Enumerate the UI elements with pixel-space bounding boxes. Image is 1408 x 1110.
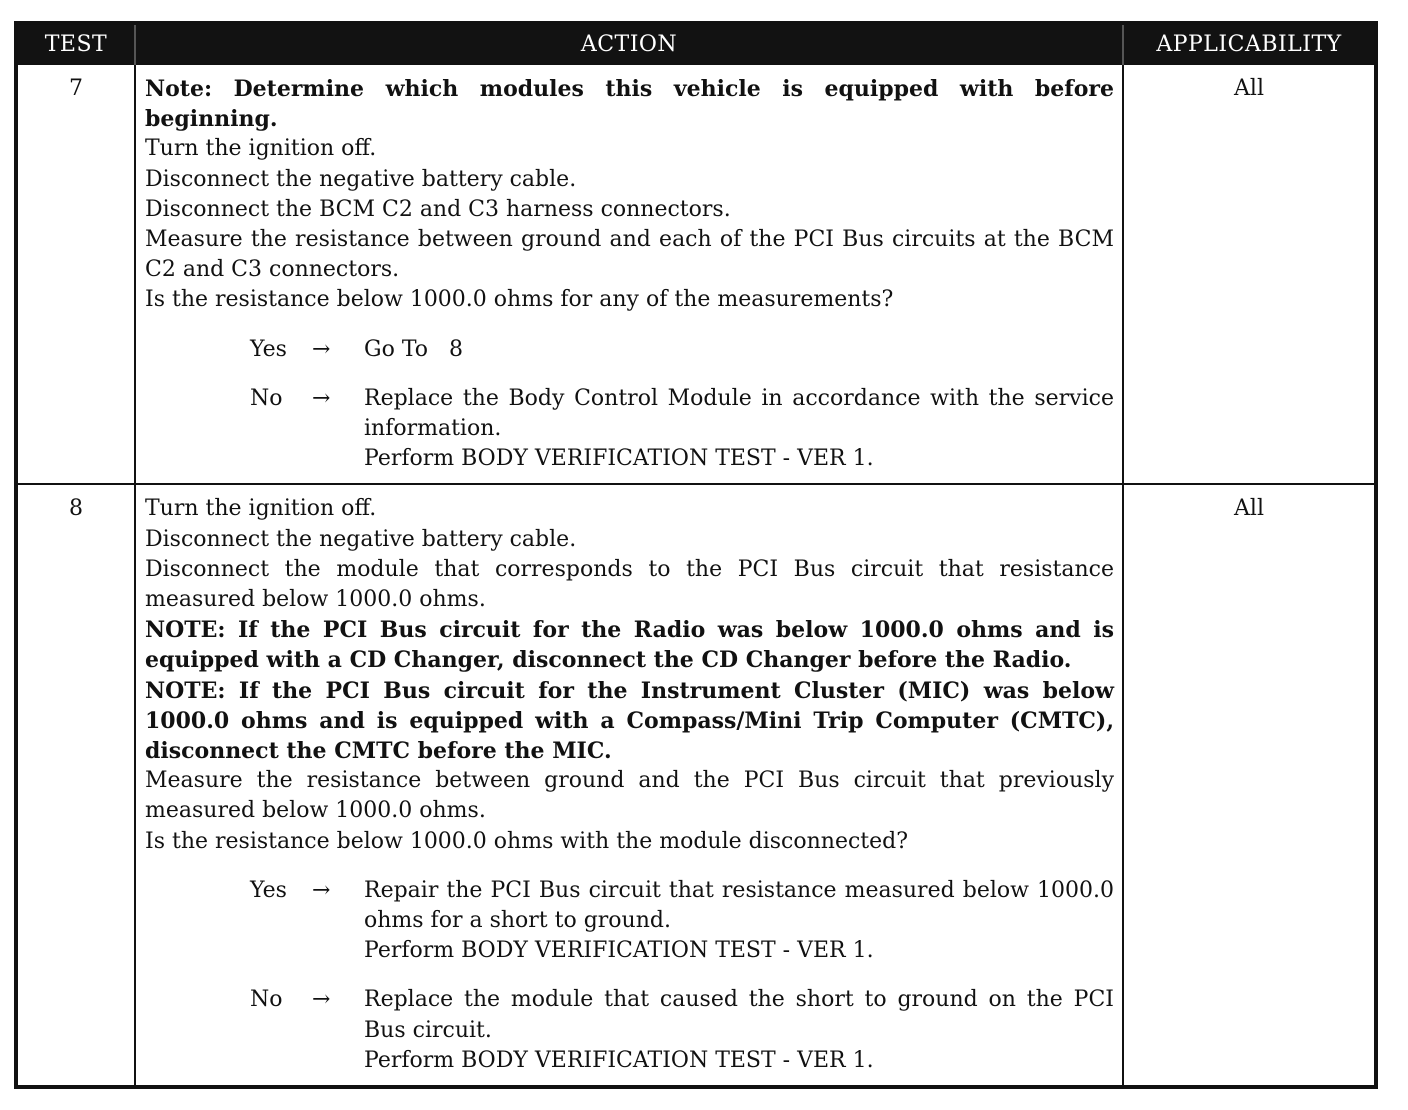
step-text: Disconnect the negative battery cable.	[145, 526, 577, 552]
applicability-value: All	[1123, 484, 1376, 1087]
answer-list	[145, 335, 1114, 475]
action-cell	[135, 484, 1123, 1087]
step-text: Turn the ignition off.	[145, 496, 377, 522]
header-applicability: APPLICABILITY	[1123, 23, 1376, 64]
result-line: Perform BODY VERIFICATION TEST - VER 1.	[364, 446, 874, 472]
step-text: Measure the resistance between ground and the PCI Bus circuit that previously measured below 1000.0 ohms.	[145, 768, 1114, 824]
table-row-test-8	[16, 484, 1376, 1087]
no-result	[302, 384, 1114, 475]
step-text: Disconnect the module that corresponds to the PCI Bus circuit that resistance measured below 1000.0 ohms.	[145, 556, 1114, 613]
right-arrow-icon: →	[312, 336, 331, 362]
right-arrow-icon: →	[312, 877, 331, 903]
yes-label: Yes	[250, 336, 287, 362]
diagnostic-table-sheet	[14, 21, 1374, 1089]
step-text: Turn the ignition off.	[145, 136, 377, 162]
yes-result	[302, 335, 1114, 365]
yes-label: Yes	[250, 877, 287, 903]
note-text: Note: Determine which modules this vehicle is equipped with before beginning.	[145, 76, 1114, 133]
right-arrow-icon: →	[312, 385, 331, 411]
result-line: Replace the module that caused the short to ground on the PCI Bus circuit.	[364, 987, 1114, 1043]
header-action: ACTION	[135, 23, 1123, 64]
action-cell	[135, 64, 1123, 484]
diagnostic-test-table	[14, 21, 1378, 1089]
question-text: Is the resistance below 1000.0 ohms with the module disconnected?	[145, 828, 909, 854]
no-result	[302, 985, 1114, 1076]
result-line: Repair the PCI Bus circuit that resistance measured below 1000.0 ohms for a short to ground.	[364, 877, 1114, 934]
header-row	[16, 23, 1376, 64]
test-number: 8	[16, 484, 135, 1087]
test-number: 7	[16, 64, 135, 484]
result-line: Perform BODY VERIFICATION TEST - VER 1.	[364, 938, 874, 964]
step-text: Disconnect the BCM C2 and C3 harness connectors.	[145, 196, 731, 222]
note-text: NOTE: If the PCI Bus circuit for the Instrument Cluster (MIC) was below 1000.0 ohms and is equipped with a Compass/Mini Trip Computer (CMTC), disconnect the CMTC before the MIC.	[145, 677, 1114, 765]
answer-list	[145, 876, 1114, 1076]
step-text: Disconnect the negative battery cable.	[145, 166, 577, 192]
table-row-test-7	[16, 64, 1376, 484]
table-header	[16, 23, 1376, 64]
yes-answer	[145, 335, 1114, 365]
yes-answer	[145, 876, 1114, 967]
table-body	[16, 64, 1376, 1087]
header-test: TEST	[16, 23, 135, 64]
result-line: Go To 8	[364, 336, 463, 362]
result-line: Perform BODY VERIFICATION TEST - VER 1.	[364, 1047, 874, 1073]
note-text: NOTE: If the PCI Bus circuit for the Radio was below 1000.0 ohms and is equipped with a CD Changer, disconnect the CD Changer before the Radio.	[145, 617, 1114, 674]
no-answer	[145, 985, 1114, 1076]
result-line: Replace the Body Control Module in accordance with the service information.	[364, 385, 1114, 442]
yes-result	[302, 876, 1114, 967]
question-text: Is the resistance below 1000.0 ohms for any of the measurements?	[145, 287, 894, 313]
right-arrow-icon: →	[312, 987, 331, 1013]
step-text: Measure the resistance between ground and each of the PCI Bus circuits at the BCM C2 and C3 connectors.	[145, 227, 1114, 283]
applicability-value: All	[1123, 64, 1376, 484]
no-answer	[145, 384, 1114, 475]
no-label: No	[250, 987, 283, 1013]
no-label: No	[250, 385, 283, 411]
